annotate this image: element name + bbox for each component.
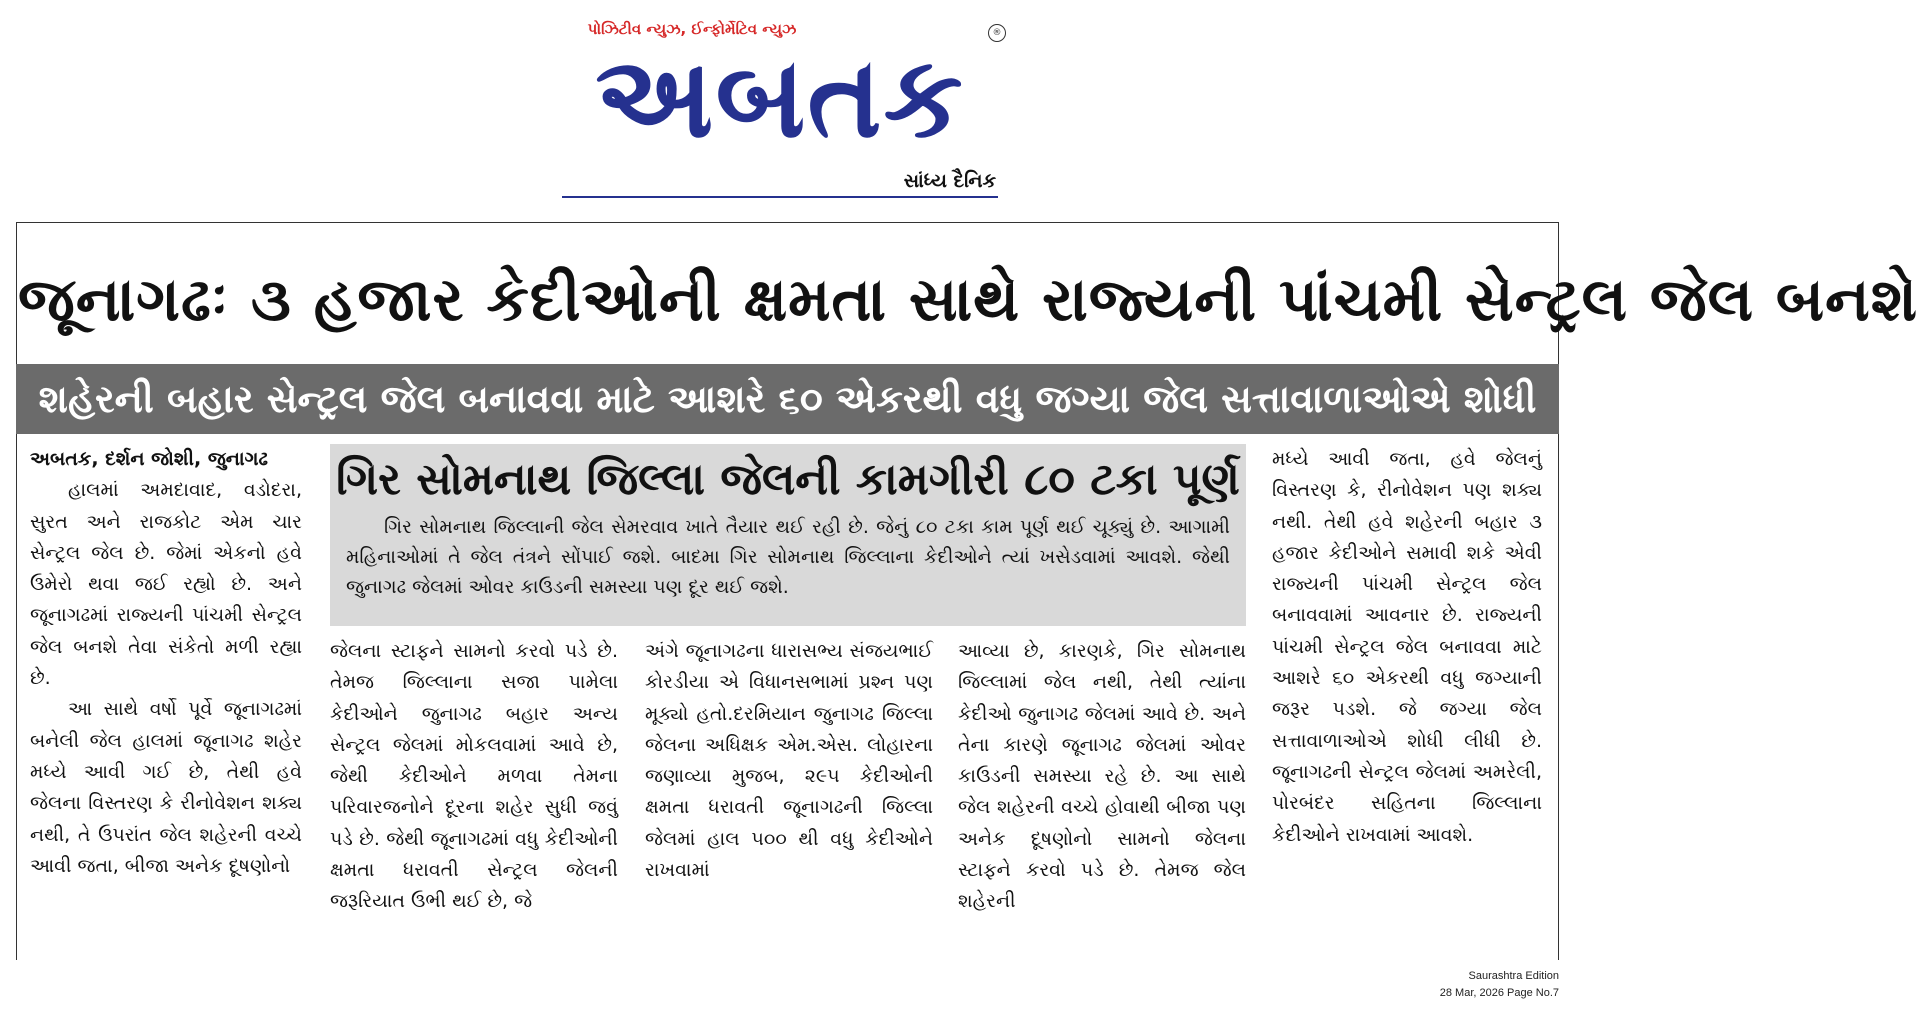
article-column-2 — [330, 636, 618, 918]
registered-mark: ® — [988, 24, 1006, 42]
article-column-4 — [958, 636, 1246, 918]
sidebar-box-title: ગિર સોમનાથ જિલ્લા જેલની કામગીરી ૮૦ ટકા પૂર્ણ — [336, 454, 1240, 505]
article-paragraph: મધ્યે આવી જતા, હવે જેલનું વિસ્તરણ કે, રીનોવેશન પણ શક્ય નથી. તેથી હવે શહેરની બહાર ૩ હજાર કેદીઓને સમાવી શકે એવી રાજ્યની પાંચમી સેન્ટ્રલ જેલ બનાવવામાં આવનાર છે. રાજ્યની પાંચમી સેન્ટ્રલ જેલ બનાવવા માટે આશરે ૬૦ એકરથી વધુ જગ્યાની જરૂર પડશે. જે જગ્યા જેલ સત્તાવાળાઓએ શોધી લીધી છે. જૂનાગઢની સેન્ટ્રલ જેલમાં અમરેલી, પોરબંદર સહિતના જિલ્લાના કેદીઓને રાખવામાં આવશે. — [1272, 448, 1542, 846]
masthead-tagline: પોઝિટીવ ન્યુઝ, ઈન્ફોર્મેટિવ ન્યુઝ — [587, 20, 797, 38]
article-paragraph: આવ્યા છે, કારણકે, ગિર સોમનાથ જિલ્લામાં જેલ નથી, તેથી ત્યાંના કેદીઓ જુનાગઢ જેલમાં આવે છે. અને તેના કારણે જૂનાગઢ જેલમાં ઓવર કાઉડની સમસ્યા રહે છે. આ સાથે જેલ શહેરની વચ્ચે હોવાથી બીજા પણ અનેક દૂષણોનો સામનો જેલના સ્ટાફને કરવો પડે છે. તેમજ જેલ શહેરની — [958, 640, 1246, 913]
article-headline: જૂનાગઢઃ ૩ હજાર કેદીઓની ક્ષમતા સાથે રાજ્યની પાંચમી સેન્ટ્રલ જેલ બનશે — [18, 265, 1918, 335]
article-paragraph: આ સાથે વર્ષો પૂર્વે જૂનાગઢમાં બનેલી જેલ હાલમાં જૂનાગઢ શહેર મધ્યે આવી ગઈ છે, તેથી હવે જેલના વિસ્તરણ કે રીનોવેશન શક્ય નથી, તે ઉપરાંત જેલ શહેરની વચ્ચે આવી જતા, બીજા અનેક દૂષણોનો — [30, 698, 302, 877]
article-paragraph: જેલના સ્ટાફને સામનો કરવો પડે છે. તેમજ જિલ્લાના સજા પામેલા કેદીઓને જુનાગઢ બહાર અન્ય સેન્ટ્રલ જેલમાં મોકલવામાં આવે છે, જેથી કેદીઓને મળવા તેમના પરિવારજનોને દૂરના શહેર સુધી જવું પડે છે. જેથી જૂનાગઢમાં વધુ કેદીઓની ક્ષમતા ધરાવતી સેન્ટ્રલ જેલની જરૂરિયાત ઉભી થઈ છે, જે — [330, 640, 618, 913]
date-page-label: 28 Mar, 2026 Page No.7 — [1439, 987, 1559, 999]
sidebar-box-body: ગિર સોમનાથ જિલ્લાની જેલ સેમરવાવ ખાતે તૈયાર થઈ રહી છે. જેનું ૮૦ ટકા કામ પૂર્ણ થઈ ચૂક્યું છે. આગામી મહિનાઓમાં તે જેલ તંત્રને સોંપાઈ જશે. બાદમા ગિર સોમનાથ જિલ્લાના કેદીઓને ત્યાં ખસેડવામાં આવશે. જેથી જુનાગઢ જેલમાં ઓવર કાઉડની સમસ્યા પણ દૂર થઈ જશે. — [346, 516, 1230, 598]
article-paragraph: હાલમાં અમદાવાદ, વડોદરા, સુરત અને રાજકોટ એમ ચાર સેન્ટ્રલ જેલ છે. જેમાં એકનો હવે ઉમેરો થવા જઈ રહ્યો છે. અને જૂનાગઢમાં રાજ્યની પાંચમી સેન્ટ્રલ જેલ બનશે તેવા સંકેતો મળી રહ્યા છે. — [30, 479, 302, 690]
edition-label: Saurashtra Edition — [1468, 970, 1559, 982]
page-footer — [1440, 968, 1559, 1002]
article-column-1 — [30, 444, 302, 882]
article-subheadline: શહેરની બહાર સેન્ટ્રલ જેલ બનાવવા માટે આશરે ૬૦ એકરથી વધુ જગ્યા જેલ સત્તાવાળાઓએ શોધી — [38, 377, 1537, 421]
article-column-5 — [1272, 444, 1542, 851]
masthead-rule — [562, 196, 998, 198]
masthead — [0, 0, 1589, 210]
newspaper-logo: અબતક — [595, 33, 965, 163]
article-byline: અબતક, દર્શન જોશી, જુનાગઢ — [30, 448, 268, 470]
article-column-3 — [645, 636, 933, 886]
article-paragraph: અંગે જૂનાગઢના ધારાસભ્ય સંજયભાઈ કોરડીયા એ વિધાનસભામાં પ્રશ્ન પણ મૂક્યો હતો.દરમિયાન જુનાગઢ જિલ્લા જેલના અધિક્ષક એમ.એસ. લોહારના જણાવ્યા મુજબ, ૨૯૫ કેદીઓની ક્ષમતા ધરાવતી જૂનાગઢની જિલ્લા જેલમાં હાલ ૫૦૦ થી વધુ કેદીઓને રાખવામાં — [645, 640, 933, 882]
masthead-subtitle: સાંધ્ય દૈનિક — [903, 170, 996, 192]
